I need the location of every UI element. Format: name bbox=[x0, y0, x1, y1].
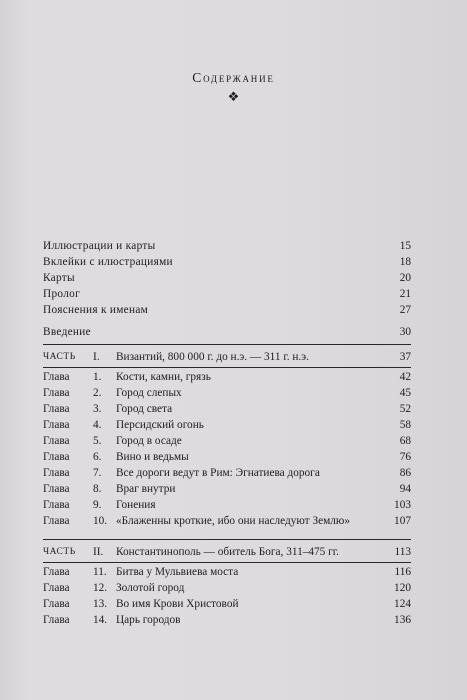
toc-entry-page: 18 bbox=[399, 256, 411, 268]
chapter-label: Глава bbox=[43, 614, 70, 626]
chapter-number: 13. bbox=[93, 598, 108, 610]
table-of-contents bbox=[43, 238, 411, 628]
toc-entry[interactable] bbox=[43, 270, 411, 286]
chapter-title: Битва у Мульвиева моста bbox=[116, 566, 239, 578]
chapter-title: Золотой город bbox=[116, 582, 185, 594]
chapter-number: 9. bbox=[93, 499, 102, 511]
part-divider-line bbox=[43, 344, 411, 345]
toc-entry-page: 20 bbox=[399, 272, 411, 284]
chapter-label: Глава bbox=[43, 483, 70, 495]
chapter-number: 1. bbox=[93, 371, 102, 383]
chapter-page: 86 bbox=[399, 467, 411, 479]
toc-entry-page: 27 bbox=[399, 304, 411, 316]
toc-chapter-entry[interactable] bbox=[43, 369, 411, 385]
toc-chapter-entry[interactable] bbox=[43, 580, 411, 596]
page-title: Содержание bbox=[192, 70, 275, 85]
chapter-label: Глава bbox=[43, 582, 70, 594]
toc-chapter-entry[interactable] bbox=[43, 449, 411, 465]
toc-entry-title: Пояснения к именам bbox=[43, 304, 149, 316]
chapter-page: 45 bbox=[399, 387, 411, 399]
chapter-page: 107 bbox=[394, 515, 411, 527]
chapter-page: 58 bbox=[399, 419, 411, 431]
toc-chapter-entry[interactable] bbox=[43, 497, 411, 513]
chapter-title: Персидский огонь bbox=[116, 419, 204, 431]
toc-entry-page: 30 bbox=[399, 326, 411, 338]
chapter-title: Город света bbox=[116, 403, 173, 415]
toc-entry[interactable] bbox=[43, 238, 411, 254]
toc-entry-title: Пролог bbox=[43, 288, 81, 300]
chapter-title: Во имя Крови Христовой bbox=[116, 598, 239, 610]
part-page: 113 bbox=[394, 546, 411, 558]
chapter-label: Глава bbox=[43, 566, 70, 578]
chapter-number: 2. bbox=[93, 387, 102, 399]
chapter-number: 11. bbox=[93, 566, 107, 578]
part-number: II. bbox=[93, 546, 104, 558]
chapter-page: 124 bbox=[394, 598, 411, 610]
chapter-number: 6. bbox=[93, 451, 102, 463]
part-page: 37 bbox=[399, 351, 411, 363]
chapter-title: Кости, камни, грязь bbox=[116, 371, 211, 383]
toc-entry-title: Иллюстрации и карты bbox=[43, 240, 156, 252]
toc-entry[interactable] bbox=[43, 286, 411, 302]
chapter-page: 52 bbox=[399, 403, 411, 415]
chapter-title: «Блаженны кроткие, ибо они наследуют Землю» bbox=[116, 515, 350, 527]
toc-part-heading[interactable] bbox=[43, 349, 411, 365]
chapter-title: Вино и ведьмы bbox=[116, 451, 189, 463]
toc-chapter-entry[interactable] bbox=[43, 612, 411, 628]
chapter-label: Глава bbox=[43, 598, 70, 610]
chapter-page: 103 bbox=[394, 499, 411, 511]
chapter-label: Глава bbox=[43, 387, 70, 399]
chapter-page: 136 bbox=[394, 614, 411, 626]
toc-entry-title: Карты bbox=[43, 272, 75, 284]
part-divider-line bbox=[43, 562, 411, 563]
toc-chapter-entry[interactable] bbox=[43, 401, 411, 417]
toc-entry[interactable] bbox=[43, 254, 411, 270]
chapter-number: 14. bbox=[93, 614, 108, 626]
part-divider-line bbox=[43, 539, 411, 540]
toc-chapter-entry[interactable] bbox=[43, 564, 411, 580]
chapter-number: 7. bbox=[93, 467, 102, 479]
toc-entry-page: 15 bbox=[399, 240, 411, 252]
chapter-number: 8. bbox=[93, 483, 102, 495]
chapter-page: 116 bbox=[394, 566, 411, 578]
toc-chapter-entry[interactable] bbox=[43, 481, 411, 497]
chapter-page: 76 bbox=[399, 451, 411, 463]
chapter-label: Глава bbox=[43, 499, 70, 511]
chapter-title: Гонения bbox=[116, 499, 156, 511]
toc-entry-intro[interactable] bbox=[43, 324, 411, 340]
toc-chapter-entry[interactable] bbox=[43, 465, 411, 481]
chapter-label: Глава bbox=[43, 371, 70, 383]
chapter-label: Глава bbox=[43, 515, 70, 527]
toc-chapter-entry[interactable] bbox=[43, 596, 411, 612]
parts-list bbox=[43, 344, 411, 628]
chapter-title: Город слепых bbox=[116, 387, 182, 399]
chapter-label: Глава bbox=[43, 467, 70, 479]
chapter-label: Глава bbox=[43, 403, 70, 415]
toc-entry-page: 21 bbox=[399, 288, 411, 300]
chapter-page: 94 bbox=[399, 483, 411, 495]
toc-entry-title: Вклейки с илюстрациями bbox=[43, 256, 173, 268]
chapter-number: 4. bbox=[93, 419, 102, 431]
part-label: ЧАСТЬ bbox=[43, 547, 76, 557]
chapter-page: 42 bbox=[399, 371, 411, 383]
part-divider-line bbox=[43, 367, 411, 368]
toc-chapter-entry[interactable] bbox=[43, 513, 411, 529]
chapter-label: Глава bbox=[43, 419, 70, 431]
toc-chapter-entry[interactable] bbox=[43, 385, 411, 401]
part-title: Византий, 800 000 г. до н.э. — 311 г. н.э. bbox=[116, 351, 309, 363]
chapter-title: Город в осаде bbox=[116, 435, 182, 447]
toc-part-heading[interactable] bbox=[43, 544, 411, 560]
part-number: I. bbox=[93, 351, 100, 363]
toc-chapter-entry[interactable] bbox=[43, 417, 411, 433]
chapter-number: 12. bbox=[93, 582, 108, 594]
chapter-page: 120 bbox=[394, 582, 411, 594]
chapter-title: Враг внутри bbox=[116, 483, 176, 495]
toc-entry-title: Введение bbox=[43, 326, 91, 338]
chapter-number: 5. bbox=[93, 435, 102, 447]
chapter-number: 10. bbox=[93, 515, 108, 527]
toc-chapter-entry[interactable] bbox=[43, 433, 411, 449]
chapter-title: Все дороги ведут в Рим: Эгнатиева дорога bbox=[116, 467, 320, 479]
part-title: Константинополь — обитель Бога, 311–475 гг. bbox=[116, 546, 339, 558]
part-label: ЧАСТЬ bbox=[43, 352, 76, 362]
front-matter-list bbox=[43, 238, 411, 318]
chapter-title: Царь городов bbox=[116, 614, 181, 626]
chapter-number: 3. bbox=[93, 403, 102, 415]
chapter-label: Глава bbox=[43, 451, 70, 463]
chapter-page: 68 bbox=[399, 435, 411, 447]
fleuron-ornament-icon: ❖ bbox=[227, 89, 240, 104]
toc-entry[interactable] bbox=[43, 302, 411, 318]
chapter-label: Глава bbox=[43, 435, 70, 447]
